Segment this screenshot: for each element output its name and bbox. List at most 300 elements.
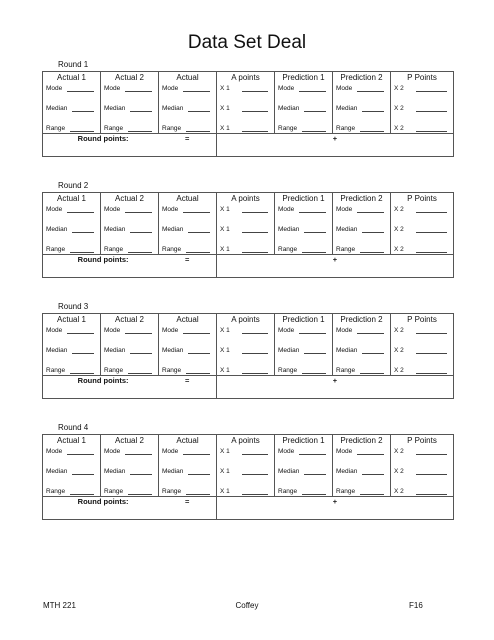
- stat-label: Median: [278, 226, 300, 233]
- blank-line: [70, 373, 94, 374]
- stat-label: Mode: [162, 327, 179, 334]
- stat-label: Mode: [336, 85, 353, 92]
- round-points-field[interactable]: [217, 376, 454, 399]
- answer-field[interactable]: [101, 93, 158, 113]
- answer-field[interactable]: [217, 113, 274, 133]
- answer-field[interactable]: [159, 214, 216, 234]
- multiplier-label: X 1: [220, 85, 230, 92]
- answer-field[interactable]: [159, 355, 216, 375]
- blank-line: [360, 373, 384, 374]
- answer-field[interactable]: [275, 234, 332, 254]
- answer-field[interactable]: [101, 335, 158, 355]
- stat-label: Median: [336, 105, 358, 112]
- stat-label: Median: [336, 226, 358, 233]
- stat-label: Median: [162, 226, 184, 233]
- answer-field[interactable]: [391, 113, 453, 133]
- column-header: Prediction 2: [333, 435, 391, 447]
- stat-label: Range: [104, 367, 124, 374]
- answer-field[interactable]: [275, 476, 332, 496]
- column-header: Actual: [159, 193, 217, 205]
- column-header: P Points: [391, 435, 454, 447]
- stat-label: Range: [46, 125, 66, 132]
- blank-line: [242, 454, 268, 455]
- multiplier-label: X 2: [394, 468, 404, 475]
- blank-line: [242, 131, 268, 132]
- answer-field[interactable]: [159, 83, 216, 93]
- blank-line: [242, 212, 268, 213]
- answer-field[interactable]: [275, 355, 332, 375]
- answer-field[interactable]: [275, 93, 332, 113]
- blank-line: [128, 252, 152, 253]
- stat-label: Median: [46, 347, 68, 354]
- multiplier-label: X 1: [220, 125, 230, 132]
- blank-line: [125, 212, 152, 213]
- blank-line: [186, 373, 210, 374]
- blank-line: [67, 333, 94, 334]
- answer-field[interactable]: [43, 446, 100, 456]
- answer-field[interactable]: [391, 355, 453, 375]
- blank-line: [360, 252, 384, 253]
- equals-sign: =: [159, 255, 217, 278]
- answer-field[interactable]: [43, 234, 100, 254]
- blank-line: [242, 353, 268, 354]
- answer-field[interactable]: [101, 234, 158, 254]
- stat-label: Median: [336, 347, 358, 354]
- multiplier-label: X 2: [394, 85, 404, 92]
- multiplier-label: X 2: [394, 448, 404, 455]
- answer-field[interactable]: [101, 83, 158, 93]
- blank-line: [416, 353, 447, 354]
- blank-line: [183, 212, 210, 213]
- answer-field[interactable]: [43, 335, 100, 355]
- answer-field[interactable]: [159, 476, 216, 496]
- plus-sign: +: [332, 376, 338, 385]
- answer-field[interactable]: [391, 83, 453, 93]
- column-header: Actual: [159, 314, 217, 326]
- blank-line: [130, 353, 152, 354]
- answer-field[interactable]: [391, 456, 453, 476]
- column-header: Actual 2: [101, 435, 159, 447]
- blank-line: [186, 494, 210, 495]
- answer-field[interactable]: [101, 214, 158, 234]
- stat-label: Mode: [336, 327, 353, 334]
- blank-line: [128, 373, 152, 374]
- answer-field[interactable]: [43, 214, 100, 234]
- blank-line: [416, 333, 447, 334]
- blank-line: [125, 454, 152, 455]
- blank-line: [242, 111, 268, 112]
- answer-field[interactable]: [43, 113, 100, 133]
- blank-line: [242, 474, 268, 475]
- page-title: Data Set Deal: [187, 32, 307, 53]
- blank-line: [416, 91, 447, 92]
- round-points-label: Round points:: [43, 134, 159, 157]
- answer-field[interactable]: [159, 456, 216, 476]
- footer-term: F16: [409, 601, 423, 610]
- blank-line: [125, 333, 152, 334]
- answer-field[interactable]: [101, 446, 158, 456]
- stat-label: Median: [104, 468, 126, 475]
- multiplier-label: X 2: [394, 105, 404, 112]
- answer-field[interactable]: [217, 83, 274, 93]
- blank-line: [416, 212, 447, 213]
- blank-line: [125, 91, 152, 92]
- column-header: Actual 1: [43, 193, 101, 205]
- multiplier-label: X 1: [220, 246, 230, 253]
- stat-label: Mode: [104, 206, 121, 213]
- round-points-field[interactable]: [217, 134, 454, 157]
- stat-label: Range: [278, 125, 298, 132]
- blank-line: [416, 494, 447, 495]
- blank-line: [183, 454, 210, 455]
- stat-label: Median: [162, 105, 184, 112]
- blank-line: [183, 91, 210, 92]
- blank-line: [302, 373, 326, 374]
- answer-field[interactable]: [275, 204, 332, 214]
- stat-label: Median: [162, 468, 184, 475]
- blank-line: [357, 91, 384, 92]
- blank-line: [242, 333, 268, 334]
- stat-label: Mode: [46, 448, 63, 455]
- multiplier-label: X 1: [220, 226, 230, 233]
- column-header: A points: [217, 72, 275, 84]
- stat-label: Mode: [278, 206, 295, 213]
- stat-label: Range: [336, 488, 356, 495]
- blank-line: [357, 333, 384, 334]
- blank-line: [302, 131, 326, 132]
- stat-label: Mode: [104, 448, 121, 455]
- blank-line: [72, 353, 94, 354]
- multiplier-label: X 1: [220, 448, 230, 455]
- blank-line: [299, 333, 326, 334]
- answer-field[interactable]: [333, 325, 390, 335]
- answer-field[interactable]: [101, 476, 158, 496]
- blank-line: [242, 494, 268, 495]
- round-points-label: Round points:: [43, 255, 159, 278]
- blank-line: [304, 474, 326, 475]
- footer-course: MTH 221: [43, 601, 76, 610]
- answer-field[interactable]: [333, 93, 390, 113]
- stat-label: Median: [46, 468, 68, 475]
- answer-field[interactable]: [101, 113, 158, 133]
- blank-line: [128, 131, 152, 132]
- blank-line: [70, 252, 94, 253]
- blank-line: [416, 454, 447, 455]
- blank-line: [186, 252, 210, 253]
- answer-field[interactable]: [217, 446, 274, 456]
- round-points-label: Round points:: [43, 497, 159, 520]
- stat-label: Median: [278, 105, 300, 112]
- blank-line: [186, 131, 210, 132]
- blank-line: [299, 91, 326, 92]
- answer-field[interactable]: [217, 214, 274, 234]
- blank-line: [416, 373, 447, 374]
- blank-line: [416, 131, 447, 132]
- column-header: Actual 2: [101, 314, 159, 326]
- column-header: Actual 1: [43, 435, 101, 447]
- answer-field[interactable]: [217, 234, 274, 254]
- answer-field[interactable]: [391, 335, 453, 355]
- stat-label: Mode: [278, 448, 295, 455]
- column-header: Actual: [159, 72, 217, 84]
- column-header: P Points: [391, 72, 454, 84]
- multiplier-label: X 2: [394, 246, 404, 253]
- round-label: Round 1: [58, 60, 89, 69]
- blank-line: [130, 232, 152, 233]
- answer-field[interactable]: [391, 93, 453, 113]
- multiplier-label: X 2: [394, 206, 404, 213]
- multiplier-label: X 1: [220, 206, 230, 213]
- stat-label: Median: [104, 105, 126, 112]
- equals-sign: =: [159, 376, 217, 399]
- round-table: [42, 434, 454, 520]
- stat-label: Range: [46, 488, 66, 495]
- answer-field[interactable]: [43, 83, 100, 93]
- equals-sign: =: [159, 497, 217, 520]
- blank-line: [130, 111, 152, 112]
- column-header: A points: [217, 435, 275, 447]
- stat-label: Mode: [46, 206, 63, 213]
- stat-label: Median: [162, 347, 184, 354]
- blank-line: [130, 474, 152, 475]
- blank-line: [242, 373, 268, 374]
- answer-field[interactable]: [101, 456, 158, 476]
- column-header: Actual 1: [43, 72, 101, 84]
- round-points-label: Round points:: [43, 376, 159, 399]
- blank-line: [299, 212, 326, 213]
- blank-line: [72, 232, 94, 233]
- answer-field[interactable]: [333, 234, 390, 254]
- answer-field[interactable]: [391, 325, 453, 335]
- stat-label: Range: [46, 246, 66, 253]
- blank-line: [304, 353, 326, 354]
- column-header: Actual 1: [43, 314, 101, 326]
- column-header: P Points: [391, 314, 454, 326]
- column-header: A points: [217, 193, 275, 205]
- answer-field[interactable]: [275, 83, 332, 93]
- stat-label: Mode: [336, 206, 353, 213]
- stat-label: Median: [278, 468, 300, 475]
- column-header: Prediction 2: [333, 314, 391, 326]
- answer-field[interactable]: [275, 335, 332, 355]
- multiplier-label: X 1: [220, 327, 230, 334]
- blank-line: [362, 353, 384, 354]
- answer-field[interactable]: [43, 355, 100, 375]
- plus-sign: +: [332, 255, 338, 264]
- stat-label: Range: [104, 246, 124, 253]
- stat-label: Range: [336, 246, 356, 253]
- stat-label: Range: [278, 367, 298, 374]
- answer-field[interactable]: [217, 325, 274, 335]
- stat-label: Median: [104, 347, 126, 354]
- stat-label: Range: [104, 488, 124, 495]
- column-header: Prediction 2: [333, 72, 391, 84]
- blank-line: [357, 212, 384, 213]
- stat-label: Mode: [162, 448, 179, 455]
- blank-line: [188, 474, 210, 475]
- stat-label: Median: [104, 226, 126, 233]
- answer-field[interactable]: [43, 93, 100, 113]
- round-table: [42, 71, 454, 157]
- answer-field[interactable]: [217, 204, 274, 214]
- blank-line: [188, 353, 210, 354]
- stat-label: Range: [336, 125, 356, 132]
- answer-field[interactable]: [217, 93, 274, 113]
- answer-field[interactable]: [333, 335, 390, 355]
- answer-field[interactable]: [101, 325, 158, 335]
- stat-label: Range: [162, 367, 182, 374]
- stat-label: Mode: [162, 85, 179, 92]
- stat-label: Mode: [46, 327, 63, 334]
- answer-field[interactable]: [275, 446, 332, 456]
- multiplier-label: X 1: [220, 367, 230, 374]
- blank-line: [357, 454, 384, 455]
- answer-field[interactable]: [159, 93, 216, 113]
- answer-field[interactable]: [217, 456, 274, 476]
- column-header: Prediction 1: [275, 193, 333, 205]
- round-label: Round 4: [58, 423, 89, 432]
- answer-field[interactable]: [43, 204, 100, 214]
- blank-line: [416, 474, 447, 475]
- stat-label: Median: [46, 226, 68, 233]
- multiplier-label: X 2: [394, 125, 404, 132]
- column-header: A points: [217, 314, 275, 326]
- answer-field[interactable]: [43, 456, 100, 476]
- answer-field[interactable]: [333, 355, 390, 375]
- blank-line: [360, 494, 384, 495]
- column-header: P Points: [391, 193, 454, 205]
- answer-field[interactable]: [275, 456, 332, 476]
- answer-field[interactable]: [43, 476, 100, 496]
- answer-field[interactable]: [391, 214, 453, 234]
- answer-field[interactable]: [159, 204, 216, 214]
- blank-line: [242, 91, 268, 92]
- stat-label: Mode: [104, 327, 121, 334]
- blank-line: [302, 494, 326, 495]
- answer-field[interactable]: [159, 234, 216, 254]
- answer-field[interactable]: [333, 204, 390, 214]
- answer-field[interactable]: [275, 325, 332, 335]
- stat-label: Mode: [162, 206, 179, 213]
- stat-label: Range: [162, 488, 182, 495]
- stat-label: Mode: [336, 448, 353, 455]
- blank-line: [416, 252, 447, 253]
- answer-field[interactable]: [159, 113, 216, 133]
- blank-line: [362, 232, 384, 233]
- blank-line: [416, 232, 447, 233]
- column-header: Prediction 1: [275, 435, 333, 447]
- answer-field[interactable]: [333, 113, 390, 133]
- column-header: Prediction 1: [275, 72, 333, 84]
- column-header: Prediction 2: [333, 193, 391, 205]
- answer-field[interactable]: [217, 355, 274, 375]
- plus-sign: +: [332, 134, 338, 143]
- plus-sign: +: [332, 497, 338, 506]
- equals-sign: =: [159, 134, 217, 157]
- multiplier-label: X 2: [394, 367, 404, 374]
- blank-line: [70, 494, 94, 495]
- stat-label: Median: [278, 347, 300, 354]
- multiplier-label: X 2: [394, 488, 404, 495]
- answer-field[interactable]: [333, 214, 390, 234]
- footer-author: Coffey: [235, 601, 259, 610]
- blank-line: [242, 252, 268, 253]
- answer-field[interactable]: [159, 325, 216, 335]
- answer-field[interactable]: [217, 335, 274, 355]
- blank-line: [128, 494, 152, 495]
- blank-line: [67, 91, 94, 92]
- multiplier-label: X 1: [220, 105, 230, 112]
- stat-label: Range: [278, 246, 298, 253]
- blank-line: [188, 232, 210, 233]
- answer-field[interactable]: [333, 456, 390, 476]
- blank-line: [72, 474, 94, 475]
- answer-field[interactable]: [159, 446, 216, 456]
- stat-label: Range: [46, 367, 66, 374]
- answer-field[interactable]: [101, 355, 158, 375]
- stat-label: Range: [162, 246, 182, 253]
- answer-field[interactable]: [391, 446, 453, 456]
- answer-field[interactable]: [333, 83, 390, 93]
- blank-line: [362, 474, 384, 475]
- blank-line: [299, 454, 326, 455]
- answer-field[interactable]: [275, 214, 332, 234]
- stat-label: Range: [336, 367, 356, 374]
- answer-field[interactable]: [333, 476, 390, 496]
- blank-line: [183, 333, 210, 334]
- blank-line: [70, 131, 94, 132]
- stat-label: Median: [336, 468, 358, 475]
- blank-line: [67, 212, 94, 213]
- blank-line: [416, 111, 447, 112]
- stat-label: Median: [46, 105, 68, 112]
- multiplier-label: X 1: [220, 347, 230, 354]
- answer-field[interactable]: [159, 335, 216, 355]
- round-points-field[interactable]: [217, 255, 454, 278]
- multiplier-label: X 2: [394, 347, 404, 354]
- round-label: Round 2: [58, 181, 89, 190]
- stat-label: Range: [162, 125, 182, 132]
- blank-line: [67, 454, 94, 455]
- stat-label: Mode: [46, 85, 63, 92]
- answer-field[interactable]: [217, 476, 274, 496]
- answer-field[interactable]: [391, 234, 453, 254]
- round-table: [42, 192, 454, 278]
- round-table: [42, 313, 454, 399]
- column-header: Actual 2: [101, 193, 159, 205]
- blank-line: [72, 111, 94, 112]
- stat-label: Mode: [278, 85, 295, 92]
- answer-field[interactable]: [333, 446, 390, 456]
- answer-field[interactable]: [101, 204, 158, 214]
- multiplier-label: X 2: [394, 226, 404, 233]
- round-label: Round 3: [58, 302, 89, 311]
- blank-line: [304, 111, 326, 112]
- stat-label: Range: [104, 125, 124, 132]
- multiplier-label: X 2: [394, 327, 404, 334]
- answer-field[interactable]: [391, 476, 453, 496]
- blank-line: [242, 232, 268, 233]
- answer-field[interactable]: [275, 113, 332, 133]
- blank-line: [362, 111, 384, 112]
- multiplier-label: X 1: [220, 488, 230, 495]
- answer-field[interactable]: [391, 204, 453, 214]
- column-header: Actual 2: [101, 72, 159, 84]
- answer-field[interactable]: [43, 325, 100, 335]
- column-header: Actual: [159, 435, 217, 447]
- round-points-field[interactable]: [217, 497, 454, 520]
- multiplier-label: X 1: [220, 468, 230, 475]
